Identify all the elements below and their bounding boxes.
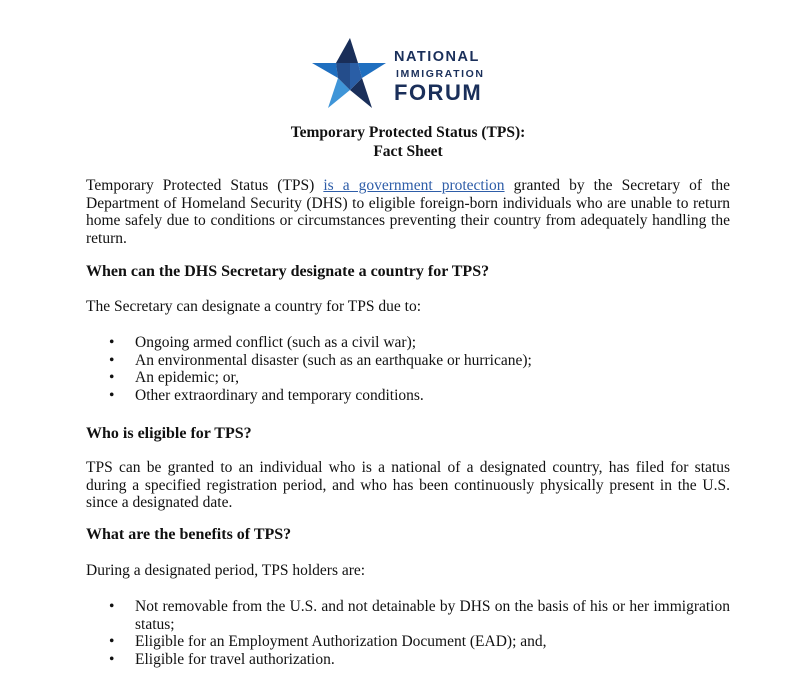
national-immigration-forum-logo [310, 36, 510, 110]
list-item: • An environmental disaster (such as an earthquake or hurricane); [109, 351, 532, 369]
document-title [86, 123, 730, 161]
list-item: • Other extraordinary and temporary conditions. [109, 386, 424, 404]
section-heading-designation: When can the DHS Secretary designate a country for TPS? [86, 263, 490, 280]
logo-line-immigration: IMMIGRATION [396, 67, 485, 80]
bullet-icon: • [109, 386, 115, 404]
intro-text-after-link: granted by the Secretary of the Department of Homeland Security (DHS) to eligible foreign-born individuals who are unable to return home safely due to conditions or circumstances preventing their country from adequately handling the return. [86, 177, 730, 247]
benefits-list [86, 598, 730, 668]
title-line-1: Temporary Protected Status (TPS): [290, 124, 526, 141]
list-item: • Not removable from the U.S. and not detainable by DHS on the basis of his or her immigration status; [109, 598, 730, 633]
section-heading-benefits: What are the benefits of TPS? [86, 526, 292, 543]
intro-paragraph [86, 177, 730, 247]
bullet-icon: • [109, 369, 115, 387]
bullet-icon: • [109, 633, 115, 651]
intro-text-before-link: Temporary Protected Status (TPS) [86, 177, 324, 194]
bullet-icon: • [109, 351, 115, 369]
government-protection-link[interactable]: is a government protection [323, 177, 505, 194]
logo-line-national: NATIONAL [394, 49, 480, 65]
logo-line-forum: FORUM [394, 80, 483, 105]
list-item: • Eligible for travel authorization. [109, 650, 335, 668]
designation-reasons-list [86, 334, 730, 404]
list-item: • An epidemic; or, [109, 369, 239, 387]
logo-wordmark [394, 50, 485, 104]
list-item: • Ongoing armed conflict (such as a civil war); [109, 334, 417, 351]
bullet-icon: • [109, 650, 115, 668]
bullet-icon: • [109, 598, 115, 615]
designation-lead-text: The Secretary can designate a country for TPS due to: [86, 298, 422, 315]
bullet-icon: • [109, 334, 115, 351]
eligibility-paragraph: TPS can be granted to an individual who is a national of a designated country, has filed for status during a specified registration period, and who has been continuously physically present in the U.S. since a designated date. [86, 459, 730, 512]
title-line-2: Fact Sheet [373, 143, 443, 160]
section-heading-eligibility: Who is eligible for TPS? [86, 425, 252, 442]
star-logo-icon [310, 36, 390, 110]
benefits-lead-text: During a designated period, TPS holders are: [86, 562, 366, 579]
list-item: • Eligible for an Employment Authorization Document (EAD); and, [109, 633, 547, 651]
